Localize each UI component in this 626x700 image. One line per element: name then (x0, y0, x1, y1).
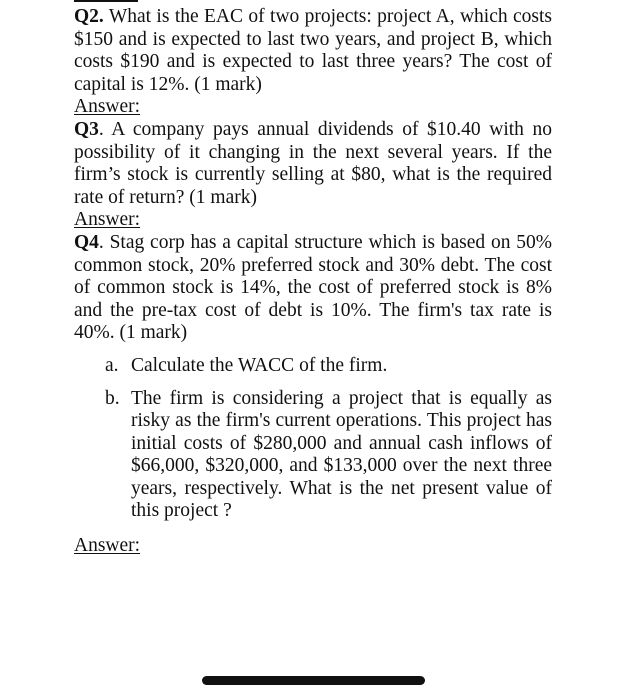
part-marker: a. (105, 354, 119, 376)
question-2-text: What is the EAC of two projects: project A, which costs $150 and is expected to last two years, and project B, which costs $190 and is expected to last three years? The cost of capital is 12%. (1 mark) (74, 6, 552, 95)
part-text: Calculate the WACC of the firm. (131, 354, 388, 376)
question-3-label: Q3 (74, 118, 99, 140)
part-text: The firm is considering a project that is equally as risky as the firm's current operations. This project has initial costs of $280,000 and annual cash inflows of $66,000, $320,000, and $133,000 over the next three years, respectively. What is the net present value of this project ? (131, 387, 552, 522)
question-2 (74, 6, 552, 96)
question-4 (74, 232, 552, 345)
question-4-part-b (105, 388, 552, 524)
question-4-part-a (105, 355, 552, 378)
question-4-parts (74, 355, 552, 523)
question-3-answer-label: Answer: (74, 209, 141, 231)
question-4-answer-label: Answer: (74, 535, 141, 557)
question-2-answer-label: Answer: (74, 96, 141, 118)
question-4-text: . Stag corp has a capital structure which is based on 50% common stock, 20% preferred stock and 30% debt. The cost of common stock is 14%, the cost of preferred stock is 8% and the pre-tax cost of debt is 10%. The firm's tax rate is 40%. (1 mark) (74, 231, 552, 344)
top-divider (74, 0, 138, 2)
part-marker: b. (105, 387, 120, 409)
question-3 (74, 119, 552, 209)
question-4-label: Q4 (74, 231, 99, 253)
question-3-text: . A company pays annual dividends of $10.40 with no possibility of it changing in the next several years. If the firm’s stock is currently selling at $80, what is the required rate of return? (1 mark) (74, 118, 552, 208)
document-body (74, 6, 552, 558)
question-2-label: Q2. (74, 6, 104, 27)
home-indicator-bar[interactable] (202, 676, 425, 685)
